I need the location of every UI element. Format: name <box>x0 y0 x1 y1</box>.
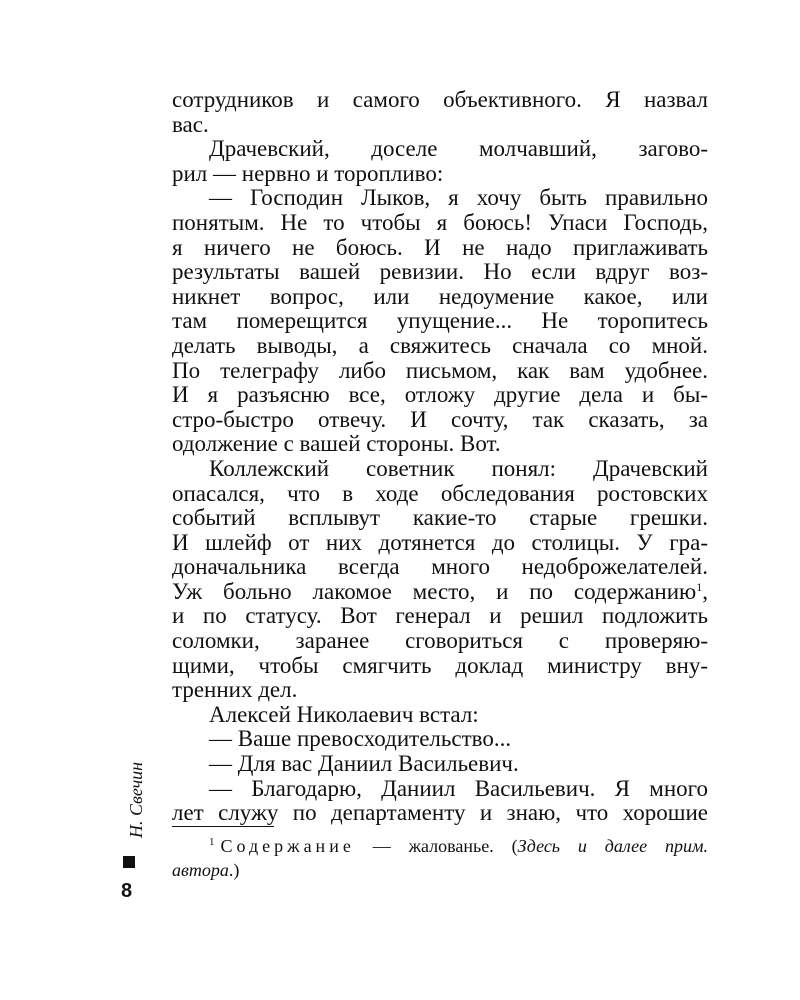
text-line-content: рил — нервно и торопливо: <box>172 160 444 186</box>
text-line-content: — Для вас Даниил Васильевич. <box>209 751 519 777</box>
text-line <box>172 334 708 359</box>
text-line-content: там померещится упущение... Не торопитесь <box>172 308 708 334</box>
text-line <box>172 727 708 752</box>
text-line <box>172 752 708 777</box>
text-line-content: вас. <box>172 111 209 137</box>
text-line <box>172 482 708 507</box>
text-line-content: И я разъясню все, отложу другие дела и бы- <box>172 382 708 408</box>
text-line <box>172 186 708 211</box>
footnote-author-italic: автора <box>172 860 229 880</box>
text-line <box>172 654 708 679</box>
footnote-reference: 1 <box>696 579 703 594</box>
text-line <box>172 678 708 703</box>
text-line-content: И шлейф от них дотянется до столицы. У гра- <box>172 529 708 555</box>
square-bullet-mark <box>123 856 135 868</box>
text-line-content: Драчевский, доселе молчавший, загово- <box>209 136 708 162</box>
text-line <box>172 113 708 138</box>
text-line-content: Алексей Николаевич встал: <box>209 701 479 727</box>
text-line <box>172 457 708 482</box>
text-line <box>172 801 708 826</box>
text-line-content: результаты вашей ревизии. Но если вдруг воз- <box>172 259 708 285</box>
running-head-author: Н. Свечин <box>126 761 146 838</box>
text-line <box>172 88 708 113</box>
text-line-content: щими, чтобы смягчить доклад министру вну- <box>172 652 708 678</box>
text-line <box>172 777 708 802</box>
text-line <box>172 580 708 605</box>
text-line <box>172 531 708 556</box>
footnote <box>172 834 708 882</box>
footnote-term: Содержание <box>220 836 355 856</box>
text-line <box>172 629 708 654</box>
text-line-content: — Ваше превосходительство... <box>209 726 512 752</box>
text-line <box>172 236 708 261</box>
text-line-content: тренних дел. <box>172 677 298 703</box>
text-line-content: По телеграфу либо письмом, как вам удобнее. <box>172 357 708 383</box>
text-line-content: делать выводы, а свяжитесь сначала со мной. <box>172 332 708 358</box>
text-line <box>172 260 708 285</box>
text-line-suffix: , <box>702 578 708 604</box>
footnote-line-2 <box>172 858 708 882</box>
footnote-closing: .) <box>228 860 240 880</box>
text-line-content: понятым. Не то чтобы я боюсь! Упаси Господь, <box>172 209 708 235</box>
text-line <box>172 137 708 162</box>
text-line <box>172 432 708 457</box>
text-line-content: никнет вопрос, или недоумение какое, или <box>172 283 708 309</box>
text-line-content: я ничего не боюсь. И не надо приглаживать <box>172 234 708 260</box>
text-line-content: лет служу по департаменту и знаю, что хорошие <box>172 800 708 826</box>
footnote-divider <box>172 826 274 827</box>
text-line <box>172 162 708 187</box>
footnote-definition: — жалованье. ( <box>354 836 518 856</box>
footnote-note-italic: Здесь и далее прим. <box>517 836 708 856</box>
text-line <box>172 408 708 433</box>
footnote-marker: 1 <box>209 836 215 848</box>
text-line-content: Коллежский советник понял: Драчевский <box>209 455 708 481</box>
footnote-line-1 <box>172 834 708 858</box>
text-line-content: доначальника всегда много недоброжелателей. <box>172 554 708 580</box>
body-text <box>172 88 708 826</box>
page-number: 8 <box>121 880 133 902</box>
text-line <box>172 383 708 408</box>
text-line <box>172 359 708 384</box>
text-line-content: событий всплывут какие-то старые грешки. <box>172 505 708 531</box>
text-line-content: опасался, что в ходе обследования ростовских <box>172 480 708 506</box>
text-line <box>172 309 708 334</box>
text-line <box>172 285 708 310</box>
text-line-content: — Господин Лыков, я хочу быть правильно <box>209 185 708 211</box>
text-line <box>172 604 708 629</box>
text-line-content: одолжение с вашей стороны. Вот. <box>172 431 501 457</box>
text-line <box>172 703 708 728</box>
text-line-content: сотрудников и самого объективного. Я назвал <box>172 87 708 112</box>
text-line <box>172 506 708 531</box>
text-line-content: Уж больно лакомое место, и по содержанию <box>172 578 697 604</box>
text-line-content: и по статусу. Вот генерал и решил подложить <box>172 603 708 629</box>
text-line-content: соломки, заранее сговориться с проверяю- <box>172 628 708 654</box>
text-line <box>172 211 708 236</box>
text-line-content: стро-быстро отвечу. И сочту, так сказать, за <box>172 406 708 432</box>
text-line-content: — Благодарю, Даниил Васильевич. Я много <box>209 775 708 801</box>
text-line <box>172 555 708 580</box>
